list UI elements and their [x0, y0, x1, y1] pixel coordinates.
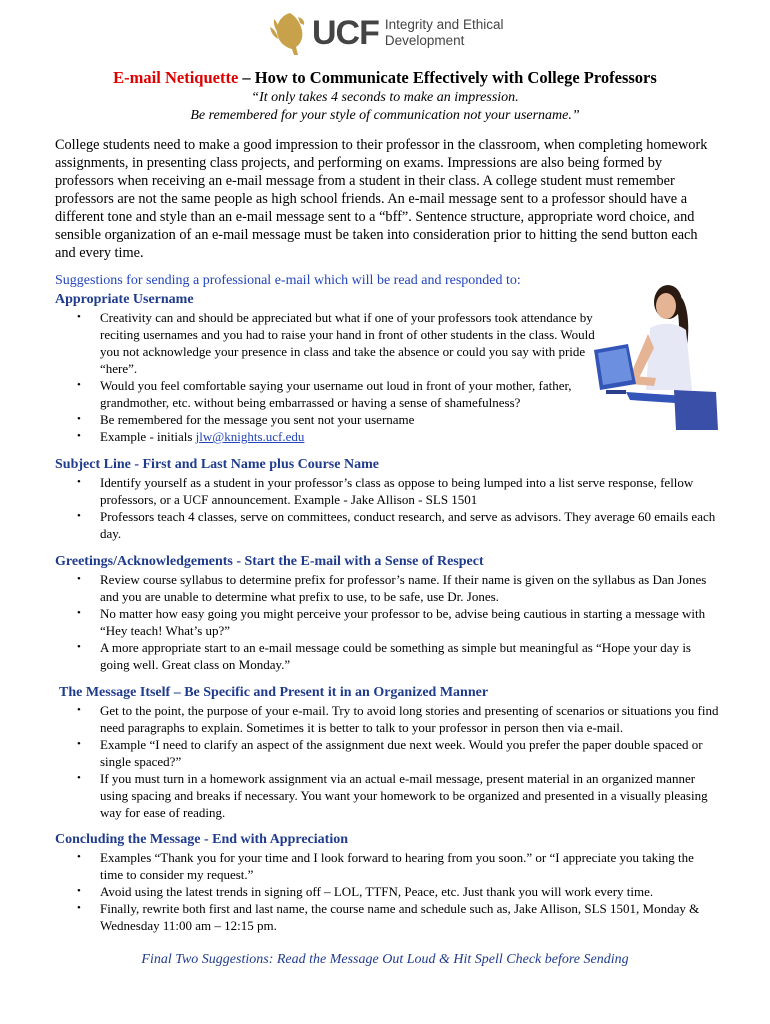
example-email-link[interactable]: jlw@knights.ucf.edu [195, 429, 305, 444]
bullet-text: A more appropriate start to an e-mail message could be something as simple but meaningful as “Hope your day is going well. Great class on Monday.” [100, 640, 691, 672]
bullet-icon: • [77, 607, 81, 619]
bullet-icon: • [77, 851, 81, 863]
bullet-icon: • [77, 573, 81, 585]
bullet-icon: • [77, 641, 81, 653]
bullet-icon: • [77, 430, 81, 442]
logo-wordmark: UCF [312, 14, 379, 52]
message-bullet-list [55, 702, 720, 821]
section-heading-username: Appropriate Username [55, 292, 194, 307]
bullet-text: Get to the point, the purpose of your e-mail. Try to avoid long stories and presenting of scenarios or situations you find need paragraphs to explain. Sometimes it is better to talk to your professor in person then via e-mail. [100, 703, 719, 735]
bullet-icon: • [77, 510, 81, 522]
bullet-text: No matter how easy going you might perceive your professor to be, advise being cautious in starting a message with “Hey teach! What’s up?” [100, 606, 706, 638]
bullet-text: Professors teach 4 classes, serve on committees, conduct research, and serve as advisors. They average 60 emails each day. [100, 509, 716, 541]
list-item [55, 900, 720, 934]
bullet-icon: • [77, 704, 81, 716]
concluding-bullet-list [55, 849, 720, 934]
list-item [55, 411, 600, 428]
page-title [0, 68, 770, 88]
list-item [55, 474, 720, 508]
closing-suggestion: Final Two Suggestions: Read the Message Out Loud & Hit Spell Check before Sending [141, 952, 629, 967]
bullet-text: Finally, rewrite both first and last name, the course name and schedule such as, Jake Allison, SLS 1501, Monday & Wednesday 11:00 am – 12:15 pm. [100, 901, 700, 933]
username-bullet-list [55, 309, 600, 445]
subject-bullet-list [55, 474, 720, 542]
section-heading-message: The Message Itself – Be Specific and Present it in an Organized Manner [59, 685, 489, 700]
list-item [55, 639, 720, 673]
list-item [55, 428, 600, 445]
quote-line-2: Be remembered for your style of communication not your username.” [190, 108, 580, 123]
list-item [55, 770, 720, 821]
list-item [55, 309, 600, 377]
bullet-icon: • [77, 379, 81, 391]
woman-at-computer-illustration [590, 280, 720, 430]
list-item [55, 571, 720, 605]
title-red-part: E-mail Netiquette [113, 68, 239, 87]
list-item [55, 736, 720, 770]
bullet-text: Review course syllabus to determine prefix for professor’s name. If their name is given on the syllabus as Dan Jones and you are unable to determine what prefix to use, to be safe, use Dr. Jones. [100, 572, 707, 604]
department-line-2: Development [384, 33, 465, 48]
bullet-text: Examples “Thank you for your time and I look forward to hearing from you soon.” or “I appreciate you taking the time to consider my request.” [100, 850, 694, 882]
bullet-text: Creativity can and should be appreciated but what if one of your professors took attendance by reciting usernames and you had to raise your hand in front of other students in the class. Would you not acknowledge your presence in class and take the absence or could you say with pride “here”. [100, 310, 595, 376]
bullet-text: Would you feel comfortable saying your username out loud in front of your mother, father, grandmother, etc. without being embarrassed or having a sense of shamefulness? [100, 378, 572, 410]
suggestions-heading: Suggestions for sending a professional e-mail which will be read and responded to: [55, 273, 521, 288]
title-rest: – How to Communicate Effectively with College Professors [238, 68, 657, 87]
list-item [55, 377, 600, 411]
list-item [55, 702, 720, 736]
pegasus-logo-icon [268, 9, 308, 57]
section-heading-greetings: Greetings/Acknowledgements - Start the E-mail with a Sense of Respect [55, 554, 484, 569]
bullet-text: Identify yourself as a student in your professor’s class as oppose to being lumped into a list serve response, fellow professors, or a UCF announcement. Example - Jake Allison - SLS 1501 [100, 475, 694, 507]
bullet-text: Avoid using the latest trends in signing off – LOL, TTFN, Peace, etc. Just thank you will work every time. [100, 884, 654, 899]
department-line-1: Integrity and Ethical [384, 17, 504, 32]
greetings-bullet-list [55, 571, 720, 673]
list-item [55, 849, 720, 883]
bullet-icon: • [77, 772, 81, 784]
bullet-icon: • [77, 311, 81, 323]
list-item [55, 605, 720, 639]
bullet-text: Example “I need to clarify an aspect of the assignment due next week. Would you prefer the paper double spaced or single spaced?” [100, 737, 703, 769]
bullet-icon: • [77, 885, 81, 897]
bullet-icon: • [77, 902, 81, 914]
bullet-text: Example - initials [100, 429, 196, 444]
list-item [55, 508, 720, 542]
quote-line-1: “It only takes 4 seconds to make an impression. [251, 90, 519, 105]
section-heading-concluding: Concluding the Message - End with Appreciation [55, 832, 348, 847]
ucf-logo [268, 8, 503, 58]
bullet-text: Be remembered for the message you sent not your username [100, 412, 415, 427]
department-name [385, 17, 504, 49]
bullet-icon: • [77, 738, 81, 750]
bullet-icon: • [77, 413, 81, 425]
bullet-text: If you must turn in a homework assignment via an actual e-mail message, present material in an organized manner using spacing and breaks if necessary. You want your homework to be organized and presented in a visually pleasing way for ease of reading. [100, 771, 708, 820]
intro-paragraph: College students need to make a good impression to their professor in the classroom, when completing homework assignments, in presenting class projects, and performing on exams. Impressions are also being formed by professors when receiving an e-mail message from a student in their class. A college student must remember professors are not the same people as high school friends. An e-mail message sent to a professor should have a different tone and style than an e-mail message sent to a “bff”. Sentence structure, appropriate word choice, and sensible organization of an e-mail message must be taken into consideration prior to hitting the send button each and every time. [55, 137, 708, 261]
list-item [55, 883, 720, 900]
bullet-icon: • [77, 476, 81, 488]
section-heading-subject: Subject Line - First and Last Name plus Course Name [55, 457, 379, 472]
